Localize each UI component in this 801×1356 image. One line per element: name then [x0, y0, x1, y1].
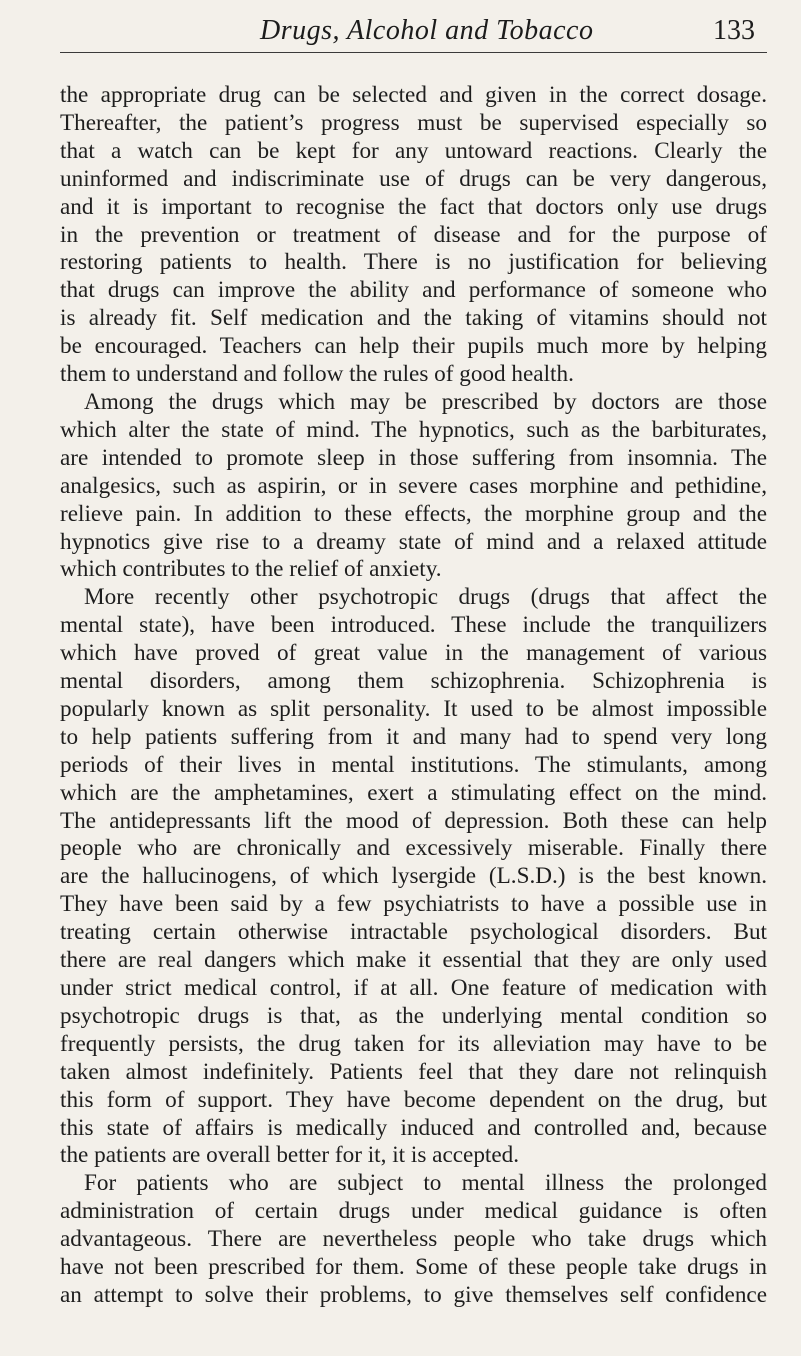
paragraph: [60, 584, 767, 1170]
text-line: are the hallucinogens, of which lysergide (L.S.D.) is the best known.: [60, 863, 767, 890]
page-number: 133: [713, 15, 755, 46]
text-line: and it is important to recognise the fact that doctors only use drugs: [60, 193, 767, 220]
text-line: this form of support. They have become dependent on the drug, but: [60, 1086, 767, 1113]
text-line: administration of certain drugs under medical guidance is often: [60, 1198, 767, 1225]
text-line: uninformed and indiscriminate use of drugs can be very dangerous,: [60, 165, 767, 192]
body-text: [60, 82, 767, 1310]
text-line: frequently persists, the drug taken for its alleviation may have to be: [60, 1030, 767, 1057]
text-line: More recently other psychotropic drugs (drugs that affect the: [84, 584, 767, 611]
text-line: Among the drugs which may be prescribed by doctors are those: [84, 388, 767, 415]
running-head: [60, 12, 767, 53]
text-line: that drugs can improve the ability and performance of someone who: [60, 277, 767, 304]
text-line: periods of their lives in mental institutions. The stimulants, among: [60, 751, 767, 778]
text-line: to help patients suffering from it and many had to spend very long: [60, 723, 767, 750]
text-line: popularly known as split personality. It used to be almost impossible: [60, 695, 767, 722]
text-line: which are the amphetamines, exert a stimulating effect on the mind.: [60, 779, 767, 806]
text-line: that a watch can be kept for any untoward reactions. Clearly the: [60, 137, 767, 164]
paragraph: [60, 82, 767, 389]
text-line: which have proved of great value in the management of various: [60, 640, 767, 667]
text-line: people who are chronically and excessively miserable. Finally there: [60, 835, 767, 862]
text-line: restoring patients to health. There is no justification for believing: [60, 249, 767, 276]
text-line: this state of affairs is medically induced and controlled and, because: [60, 1114, 767, 1141]
text-line: mental state), have been introduced. These include the tranquilizers: [60, 612, 767, 639]
text-line: The antidepressants lift the mood of depression. Both these can help: [60, 807, 767, 834]
text-line: They have been said by a few psychiatrists to have a possible use in: [60, 891, 767, 918]
text-line: there are real dangers which make it essential that they are only used: [60, 947, 767, 974]
text-line: relieve pain. In addition to these effects, the morphine group and the: [60, 500, 767, 527]
text-line: hypnotics give rise to a dreamy state of mind and a relaxed attitude: [60, 528, 767, 555]
text-line: advantageous. There are nevertheless people who take drugs which: [60, 1226, 767, 1253]
text-line: treating certain otherwise intractable psychological disorders. But: [60, 919, 767, 946]
text-line: under strict medical control, if at all. One feature of medication with: [60, 975, 767, 1001]
text-line: psychotropic drugs is that, as the underlying mental condition so: [60, 1002, 767, 1029]
text-line: Thereafter, the patient’s progress must be supervised especially so: [60, 109, 767, 136]
text-line: the patients are overall better for it, it is accepted.: [60, 1142, 520, 1169]
text-line: the appropriate drug can be selected and given in the correct dosage.: [60, 82, 767, 108]
text-line: be encouraged. Teachers can help their pupils much more by helping: [60, 333, 767, 360]
text-line: them to understand and follow the rules of good health.: [60, 361, 574, 388]
paragraph: [60, 1170, 767, 1310]
text-line: in the prevention or treatment of disease and for the purpose of: [60, 221, 767, 248]
text-line: which alter the state of mind. The hypnotics, such as the barbiturates,: [60, 416, 767, 443]
text-line: For patients who are subject to mental illness the prolonged: [84, 1170, 767, 1197]
text-line: which contributes to the relief of anxiety.: [60, 556, 442, 583]
running-title: Drugs, Alcohol and Tobacco: [260, 15, 594, 46]
text-line: mental disorders, among them schizophrenia. Schizophrenia is: [60, 668, 767, 695]
text-line: taken almost indefinitely. Patients feel that they dare not relinquish: [60, 1058, 767, 1085]
text-line: have not been prescribed for them. Some of these people take drugs in: [60, 1254, 767, 1281]
text-line: analgesics, such as aspirin, or in severe cases morphine and pethidine,: [60, 472, 767, 499]
text-line: an attempt to solve their problems, to give themselves self confidence: [60, 1281, 767, 1308]
text-line: is already fit. Self medication and the taking of vitamins should not: [60, 305, 767, 332]
text-line: are intended to promote sleep in those suffering from insomnia. The: [60, 444, 767, 471]
paragraph: [60, 389, 767, 584]
